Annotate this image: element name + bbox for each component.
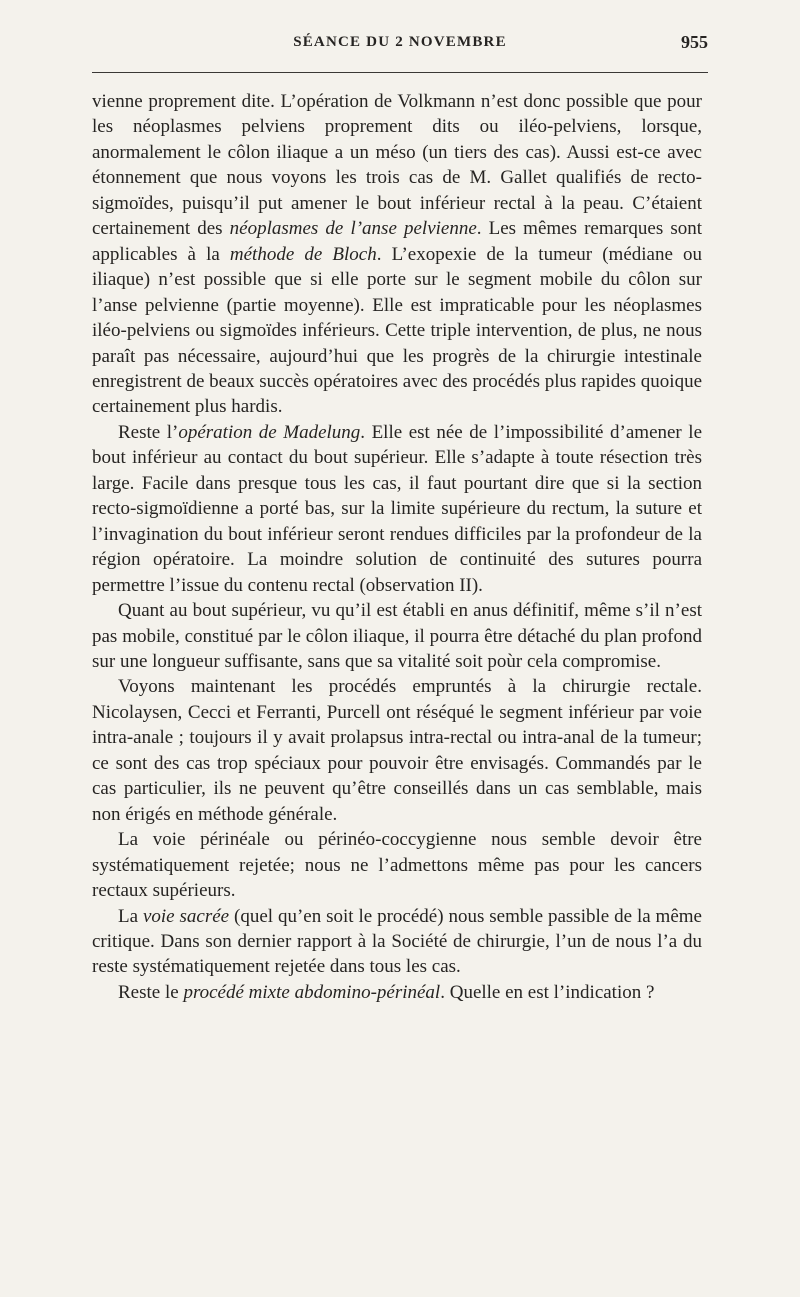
page-number: 955 xyxy=(681,32,708,52)
paragraph-2-text-a: Reste l’ xyxy=(118,421,179,443)
paragraph-7 xyxy=(92,980,702,1005)
paragraph-5: La voie périnéale ou périnéo-coccygienne nous semble devoir être systématiquement rejetée; nous ne l’admettons même pas pour les cancers rectaux supérieurs. xyxy=(92,829,702,902)
paragraph-7-text-b: . Quelle en est l’indication ? xyxy=(440,981,655,1003)
italic-methode-de-bloch: méthode de Bloch xyxy=(229,243,377,265)
page-header xyxy=(92,34,708,64)
running-title: SÉANCE DU 2 NOVEMBRE xyxy=(293,34,507,50)
italic-neoplasmes-anse-pelvienne: néoplasmes de l’anse pelvienne xyxy=(229,218,477,240)
italic-voie-sacree: voie sacrée xyxy=(142,905,230,927)
paragraph-1-text-a: vienne proprement dite. L’opération de Volkmann n’est donc possible que pour les néoplasmes pelviens proprement dits ou iléo-pelviens, lorsque, anormalement le côlon iliaque a un méso (un tiers des cas). Aussi est-ce avec étonnement que nous voyons les trois cas de M. Gallet qualifiés de recto-sigmoïdes, puisqu’il put amener le bout inférieur rectal à la peau. C’étaient certainement des xyxy=(92,91,702,240)
paragraph-4: Voyons maintenant les procédés empruntés à la chirurgie rectale. Nicolaysen, Cecci et Ferranti, Purcell ont réséqué le segment inférieur par voie intra-anale ; toujours il y avait prolapsus intra-rectal ou intra-anal de la tumeur; ce sont des cas trop spéciaux pour pouvoir être envisagés. Commandés par le cas particulier, ils ne peuvent qu’être conseillés dans un cas semblable, mais non érigés en méthode générale. xyxy=(92,676,702,825)
body-text xyxy=(92,89,702,1005)
italic-operation-de-madelung: opération de Madelung xyxy=(178,421,361,443)
paragraph-3: Quant au bout supérieur, vu qu’il est établi en anus définitif, même s’il n’est pas mobile, constitué par le côlon iliaque, il pourra être détaché du plan profond sur une longueur suffisante, sans que sa vitalité soit poùr cela compromise. xyxy=(92,600,702,672)
paragraph-1-text-b: . Les mêmes remarques sont applicables à la xyxy=(92,218,702,265)
paragraph-7-text-a: Reste le xyxy=(118,981,184,1003)
paragraph-2-text-b: . Elle est née de l’impossibilité d’amener le bout inférieur au contact du bout supérieur. Elle s’adapte à toute résection très large. Facile dans presque tous les cas, il faut pourtant dire que si la section recto-sigmoïdienne a porté bas, sur la limite supérieure du rectum, la suture et l’invagination du bout inférieur seront rendues difficiles par la profondeur de la région opératoire. La moindre solution de continuité des sutures pourra permettre l’issue du contenu rectal (observation II). xyxy=(92,421,703,596)
header-rule xyxy=(92,72,708,73)
paragraph-2 xyxy=(92,420,702,598)
paragraph-6 xyxy=(92,904,702,980)
paragraph-1 xyxy=(92,89,702,420)
italic-procede-mixte: procédé mixte abdomino-périnéal xyxy=(183,981,441,1003)
paragraph-6-text-a: La xyxy=(118,905,143,927)
paragraph-1-text-c: . L’exopexie de la tumeur (médiane ou iliaque) n’est possible que si elle porte sur le segment mobile du côlon sur l’anse pelvienne (partie moyenne). Elle est impraticable pour les néoplasmes iléo-pelviens ou sigmoïdes inférieurs. Cette triple intervention, de plus, ne nous paraît pas nécessaire, aujourd’hui que les progrès de la chirurgie intestinale enregistrent de beaux succès opératoires avec des procédés plus rapides quoique certainement plus hardis. xyxy=(92,243,702,418)
paragraph-6-text-b: (quel qu’en soit le procédé) nous semble passible de la même critique. Dans son dernier rapport à la Société de chirurgie, l’un de nous l’a du reste systématiquement rejetée dans tous les cas. xyxy=(92,905,702,978)
